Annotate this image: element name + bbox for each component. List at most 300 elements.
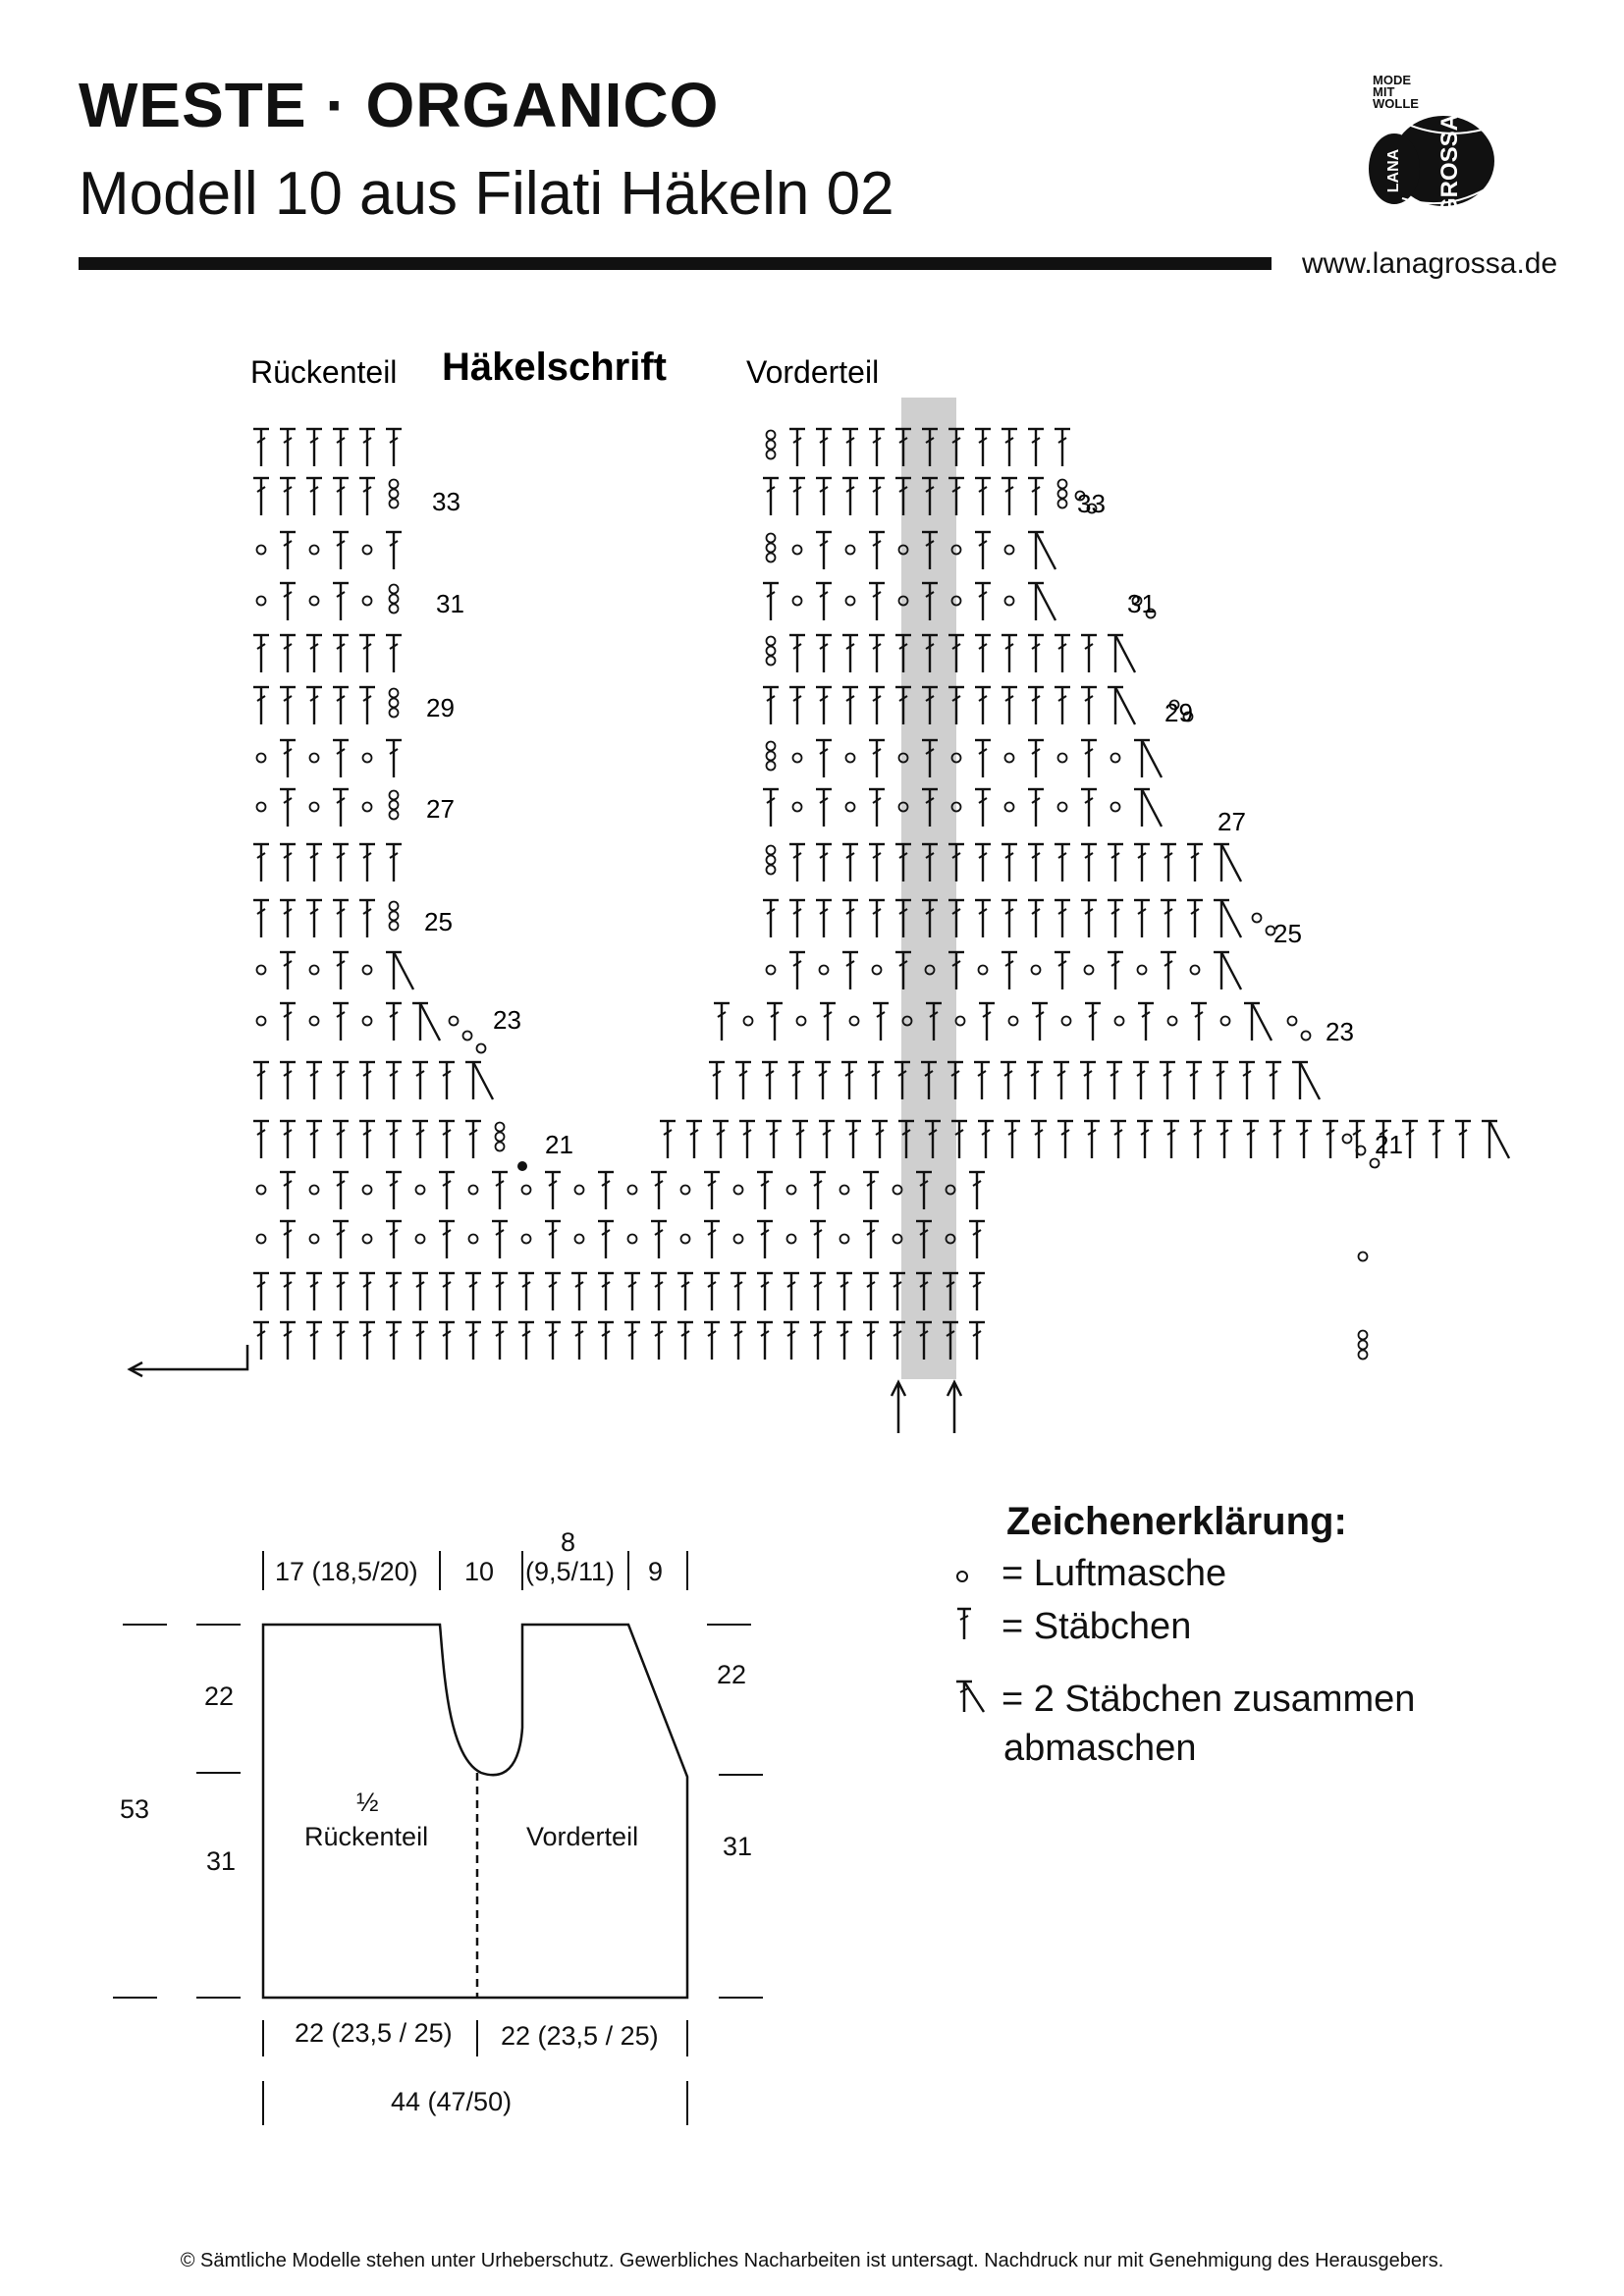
double-crochet-icon [439, 1221, 455, 1258]
double-crochet-icon [280, 1172, 296, 1209]
double-crochet-icon [1055, 844, 1070, 881]
double-crochet-icon [1055, 635, 1070, 672]
double-crochet-icon [333, 635, 349, 672]
double-crochet-icon [1085, 1003, 1101, 1041]
double-crochet-icon [969, 1322, 985, 1360]
chain-stitch-icon [363, 597, 372, 606]
chain-stitch-icon [767, 554, 776, 562]
dim-bottom-front: 22 (23,5 / 25) [501, 2021, 659, 2051]
label-back: Rückenteil [250, 354, 398, 390]
double-crochet-icon [253, 635, 269, 672]
double-crochet-icon [624, 1273, 640, 1310]
dc2tog-icon [1108, 687, 1135, 724]
double-crochet-icon [386, 532, 402, 569]
double-crochet-icon [412, 1062, 428, 1099]
double-crochet-icon [869, 583, 885, 620]
chain-stitch-icon [681, 1186, 690, 1195]
chain-stitch-icon [1221, 1017, 1230, 1026]
double-crochet-icon [869, 789, 885, 827]
double-crochet-icon [975, 583, 991, 620]
dc2tog-icon [1134, 740, 1162, 777]
double-crochet-icon [280, 1062, 296, 1099]
chain-stitch-icon [450, 1017, 459, 1026]
row-number-front: 29 [1164, 698, 1193, 727]
chain-stitch-icon [257, 1017, 266, 1026]
double-crochet-icon [1108, 844, 1123, 881]
dc2tog-icon [1214, 952, 1241, 989]
double-crochet-icon [763, 789, 779, 827]
dc2tog-icon [1214, 900, 1241, 937]
double-crochet-icon [386, 1273, 402, 1310]
chain-stitch-icon [767, 752, 776, 761]
chain-stitch-icon [257, 546, 266, 555]
chain-stitch-icon [257, 597, 266, 606]
chain-stitch-icon [522, 1186, 531, 1195]
double-crochet-icon [492, 1172, 508, 1209]
chain-stitch-icon [522, 1235, 531, 1244]
double-crochet-icon [306, 900, 322, 937]
double-crochet-icon [704, 1172, 720, 1209]
double-crochet-icon [306, 478, 322, 515]
double-crochet-icon [714, 1003, 730, 1041]
chain-stitch-icon [1343, 1135, 1352, 1144]
chain-stitch-icon [1009, 1017, 1018, 1026]
double-crochet-icon [571, 1273, 587, 1310]
double-crochet-icon [333, 687, 349, 724]
double-crochet-icon [306, 687, 322, 724]
direction-arrow-icon [133, 1345, 247, 1369]
double-crochet-icon [789, 952, 805, 989]
chain-stitch-icon [1085, 966, 1094, 975]
chain-stitch-icon [390, 595, 399, 604]
double-crochet-icon [624, 1322, 640, 1360]
chain-stitch-icon [390, 585, 399, 594]
chain-stitch-icon [390, 605, 399, 614]
chain-stitch-icon [1032, 966, 1041, 975]
double-crochet-icon [1323, 1121, 1338, 1158]
double-crochet-icon [842, 478, 858, 515]
double-crochet-icon [333, 1121, 349, 1158]
double-crochet-icon [1028, 478, 1044, 515]
dc2tog-icon [952, 1679, 1001, 1724]
double-crochet-icon [280, 635, 296, 672]
dim-right-upper: 22 [717, 1660, 747, 1689]
chain-stitch-icon [363, 803, 372, 812]
dc2tog-icon [1214, 844, 1241, 881]
double-crochet-icon [359, 687, 375, 724]
double-crochet-icon [762, 1062, 778, 1099]
double-crochet-icon [1108, 900, 1123, 937]
double-crochet-icon [333, 1062, 349, 1099]
double-crochet-icon [1187, 844, 1203, 881]
double-crochet-icon [280, 1322, 296, 1360]
chain-stitch-icon [363, 1235, 372, 1244]
chain-stitch-icon [628, 1235, 637, 1244]
chain-stitch-icon [850, 1017, 859, 1026]
double-crochet-icon [819, 1121, 835, 1158]
double-crochet-icon [869, 900, 885, 937]
row-number-front: 27 [1218, 807, 1246, 836]
chain-stitch-icon [1058, 490, 1067, 499]
double-crochet-icon [842, 687, 858, 724]
dc2tog-icon [1028, 532, 1056, 569]
double-crochet-icon [869, 635, 885, 672]
chain-stitch-icon [840, 1235, 849, 1244]
double-crochet-icon [545, 1172, 561, 1209]
chain-stitch-icon [257, 966, 266, 975]
double-crochet-icon [1164, 1121, 1179, 1158]
double-crochet-icon [757, 1221, 773, 1258]
double-crochet-icon [1161, 844, 1176, 881]
double-crochet-icon [872, 1121, 888, 1158]
chain-stitch-icon [310, 546, 319, 555]
chain-stitch-icon [767, 846, 776, 855]
chain-stitch-icon [846, 803, 855, 812]
logo-tagline-line: MODE [1373, 73, 1411, 87]
double-crochet-icon [1160, 1062, 1175, 1099]
chain-stitch-icon [1359, 1331, 1368, 1340]
dc2tog-icon [1292, 1062, 1320, 1099]
double-crochet-icon [1161, 952, 1176, 989]
double-crochet-icon [816, 844, 832, 881]
chain-stitch-icon [840, 1186, 849, 1195]
double-crochet-icon [545, 1322, 561, 1360]
double-crochet-icon [869, 740, 885, 777]
double-crochet-icon [869, 478, 885, 515]
chain-stitch-icon [390, 902, 399, 911]
double-crochet-icon [333, 532, 349, 569]
page-subtitle: Modell 10 aus Filati Häkeln 02 [79, 160, 894, 228]
double-crochet-icon [1270, 1121, 1285, 1158]
chain-stitch-icon [390, 689, 399, 698]
double-crochet-icon [651, 1322, 667, 1360]
double-crochet-icon [842, 900, 858, 937]
dc2tog-icon [1108, 635, 1135, 672]
chain-stitch-icon [469, 1186, 478, 1195]
chain-stitch-icon [793, 546, 802, 555]
dim-right-lower: 31 [723, 1832, 753, 1861]
double-crochet-icon [598, 1172, 614, 1209]
chain-stitch-icon [363, 1017, 372, 1026]
front-piece-label: Vorderteil [526, 1822, 639, 1851]
double-crochet-icon [1455, 1121, 1471, 1158]
chain-stitch-icon [734, 1186, 743, 1195]
chain-stitch-icon [767, 431, 776, 440]
double-crochet-icon [975, 789, 991, 827]
double-crochet-icon [704, 1221, 720, 1258]
chain-stitch-icon [575, 1186, 584, 1195]
double-crochet-icon [439, 1273, 455, 1310]
double-crochet-icon [1031, 1121, 1047, 1158]
double-crochet-icon [763, 900, 779, 937]
double-crochet-icon [253, 1062, 269, 1099]
double-crochet-icon [735, 1062, 751, 1099]
double-crochet-icon [1138, 1003, 1154, 1041]
row-number-front: 21 [1375, 1130, 1403, 1159]
double-crochet-icon [810, 1172, 826, 1209]
double-crochet-icon [952, 1606, 1001, 1651]
chain-stitch-icon [496, 1123, 505, 1132]
double-crochet-icon [651, 1273, 667, 1310]
double-crochet-icon [869, 429, 885, 466]
double-crochet-icon [359, 900, 375, 937]
chain-stitch-icon [310, 1017, 319, 1026]
double-crochet-icon [815, 1062, 831, 1099]
double-crochet-icon [333, 429, 349, 466]
chain-stitch-icon [1359, 1341, 1368, 1350]
double-crochet-icon [280, 740, 296, 777]
dim-left-total: 53 [120, 1794, 150, 1824]
double-crochet-icon [863, 1322, 879, 1360]
double-crochet-icon [412, 1273, 428, 1310]
double-crochet-icon [253, 687, 269, 724]
chain-stitch-icon [390, 811, 399, 820]
double-crochet-icon [1055, 687, 1070, 724]
chain-stitch-icon [496, 1143, 505, 1151]
double-crochet-icon [333, 952, 349, 989]
double-crochet-icon [763, 583, 779, 620]
double-crochet-icon [359, 635, 375, 672]
double-crochet-icon [842, 635, 858, 672]
back-fraction: ½ [356, 1788, 379, 1817]
double-crochet-icon [439, 1322, 455, 1360]
double-crochet-icon [253, 1121, 269, 1158]
double-crochet-icon [686, 1121, 702, 1158]
double-crochet-icon [704, 1273, 720, 1310]
chain-stitch-icon [681, 1235, 690, 1244]
double-crochet-icon [280, 429, 296, 466]
chain-stitch-icon [952, 1554, 1001, 1596]
double-crochet-icon [1057, 1121, 1073, 1158]
double-crochet-icon [253, 478, 269, 515]
double-crochet-icon [975, 740, 991, 777]
chain-stitch-icon [767, 441, 776, 450]
double-crochet-icon [820, 1003, 836, 1041]
double-crochet-icon [465, 1121, 481, 1158]
dim-left-lower: 31 [206, 1846, 237, 1876]
logo-tagline-line: WOLLE [1373, 96, 1419, 111]
double-crochet-icon [280, 789, 296, 827]
chain-stitch-icon [390, 801, 399, 810]
double-crochet-icon [492, 1273, 508, 1310]
row-number-back: 33 [432, 487, 460, 516]
chain-stitch-icon [767, 762, 776, 771]
double-crochet-icon [757, 1273, 773, 1310]
row-number-back: 29 [426, 693, 455, 722]
double-crochet-icon [306, 844, 322, 881]
double-crochet-icon [306, 1062, 322, 1099]
chain-stitch-icon [1359, 1253, 1368, 1261]
double-crochet-icon [869, 687, 885, 724]
slip-stitch-icon [517, 1161, 527, 1171]
double-crochet-icon [1134, 900, 1150, 937]
dim-total-width: 44 (47/50) [391, 2087, 513, 2116]
double-crochet-icon [1081, 844, 1097, 881]
chain-stitch-icon [873, 966, 882, 975]
legend-label: = Luftmasche [1001, 1553, 1227, 1594]
double-crochet-icon [306, 1273, 322, 1310]
double-crochet-icon [545, 1221, 561, 1258]
chain-stitch-icon [1058, 480, 1067, 489]
chain-stitch-icon [390, 490, 399, 499]
chain-stitch-icon [956, 1017, 965, 1026]
double-crochet-icon [810, 1322, 826, 1360]
double-crochet-icon [492, 1221, 508, 1258]
double-crochet-icon [280, 1121, 296, 1158]
chain-stitch-icon [363, 546, 372, 555]
double-crochet-icon [1080, 1062, 1096, 1099]
double-crochet-icon [518, 1273, 534, 1310]
legend-item-chain [952, 1553, 1226, 1596]
chain-stitch-icon [793, 803, 802, 812]
chain-stitch-icon [893, 1186, 902, 1195]
chain-stitch-icon [979, 966, 988, 975]
dim-front-neck-sizes: (9,5/11) [525, 1557, 616, 1586]
chain-stitch-icon [1253, 914, 1262, 923]
row-number-back: 31 [436, 589, 464, 618]
chain-stitch-icon [1111, 754, 1120, 763]
double-crochet-icon [439, 1172, 455, 1209]
double-crochet-icon [359, 1062, 375, 1099]
chain-stitch-icon [416, 1235, 425, 1244]
double-crochet-icon [975, 429, 991, 466]
double-crochet-icon [1054, 1062, 1069, 1099]
double-crochet-icon [598, 1322, 614, 1360]
double-crochet-icon [1001, 844, 1017, 881]
double-crochet-icon [280, 687, 296, 724]
double-crochet-icon [709, 1062, 725, 1099]
double-crochet-icon [1296, 1121, 1312, 1158]
chain-stitch-icon [793, 754, 802, 763]
chain-stitch-icon [1005, 546, 1014, 555]
double-crochet-icon [1190, 1121, 1206, 1158]
website-link[interactable]: www.lanagrossa.de [1302, 247, 1558, 280]
chain-stitch-icon [893, 1235, 902, 1244]
double-crochet-icon [333, 740, 349, 777]
double-crochet-icon [1213, 1062, 1228, 1099]
double-crochet-icon [766, 1121, 782, 1158]
double-crochet-icon [253, 1273, 269, 1310]
row-number-front: 31 [1127, 589, 1156, 618]
double-crochet-icon [1191, 1003, 1207, 1041]
double-crochet-icon [789, 687, 805, 724]
double-crochet-icon [1081, 900, 1097, 937]
double-crochet-icon [841, 1062, 857, 1099]
row-number-back: 23 [493, 1005, 521, 1035]
chain-stitch-icon [846, 754, 855, 763]
double-crochet-icon [969, 1221, 985, 1258]
double-crochet-icon [1133, 1062, 1149, 1099]
double-crochet-icon [757, 1322, 773, 1360]
row-number-back: 27 [426, 794, 455, 824]
chain-stitch-icon [1359, 1351, 1368, 1360]
double-crochet-icon [792, 1121, 808, 1158]
double-crochet-icon [816, 900, 832, 937]
row-number-back: 21 [545, 1130, 573, 1159]
double-crochet-icon [598, 1273, 614, 1310]
double-crochet-icon [412, 1121, 428, 1158]
double-crochet-icon [677, 1322, 693, 1360]
double-crochet-icon [1081, 740, 1097, 777]
double-crochet-icon [1081, 789, 1097, 827]
chain-stitch-icon [1005, 597, 1014, 606]
double-crochet-icon [816, 429, 832, 466]
dimension-lines [113, 1551, 763, 2125]
double-crochet-icon [1001, 900, 1017, 937]
double-crochet-icon [1110, 1121, 1126, 1158]
double-crochet-icon [1187, 900, 1203, 937]
double-crochet-icon [788, 1062, 804, 1099]
double-crochet-icon [280, 583, 296, 620]
double-crochet-icon [842, 844, 858, 881]
double-crochet-icon [386, 844, 402, 881]
double-crochet-icon [333, 900, 349, 937]
double-crochet-icon [975, 635, 991, 672]
double-crochet-icon [863, 1273, 879, 1310]
double-crochet-icon [1084, 1121, 1100, 1158]
chain-stitch-icon [767, 647, 776, 656]
chain-stitch-icon [767, 544, 776, 553]
double-crochet-icon [306, 635, 322, 672]
chain-stitch-icon [767, 637, 776, 646]
double-crochet-icon [816, 583, 832, 620]
double-crochet-icon [677, 1273, 693, 1310]
double-crochet-icon [253, 1322, 269, 1360]
double-crochet-icon [1001, 687, 1017, 724]
double-crochet-icon [280, 1273, 296, 1310]
double-crochet-icon [974, 1062, 990, 1099]
legend-item-dc2tog [952, 1679, 1415, 1724]
double-crochet-icon [1134, 844, 1150, 881]
double-crochet-icon [660, 1121, 676, 1158]
double-crochet-icon [863, 1172, 879, 1209]
double-crochet-icon [280, 844, 296, 881]
chain-stitch-icon [767, 966, 776, 975]
chain-stitch-icon [1058, 803, 1067, 812]
double-crochet-icon [1032, 1003, 1048, 1041]
dim-neck: 10 [464, 1557, 495, 1586]
double-crochet-icon [306, 1322, 322, 1360]
double-crochet-icon [1239, 1062, 1255, 1099]
chain-stitch-icon [257, 803, 266, 812]
double-crochet-icon [306, 429, 322, 466]
double-crochet-icon [1429, 1121, 1444, 1158]
label-front: Vorderteil [746, 354, 880, 390]
page-title: WESTE · ORGANICO [79, 70, 720, 140]
chain-stitch-icon [496, 1133, 505, 1142]
chain-stitch-icon [310, 597, 319, 606]
double-crochet-icon [789, 635, 805, 672]
double-crochet-icon [816, 740, 832, 777]
dim-back-top: 17 (18,5/20) [275, 1557, 418, 1586]
legend-label-cont: abmaschen [1003, 1728, 1197, 1769]
double-crochet-icon [731, 1322, 746, 1360]
chain-stitch-icon [1371, 1159, 1380, 1168]
chain-stitch-icon [767, 534, 776, 543]
double-crochet-icon [465, 1322, 481, 1360]
double-crochet-icon [816, 478, 832, 515]
double-crochet-icon [1137, 1121, 1153, 1158]
double-crochet-icon [816, 789, 832, 827]
chain-stitch-icon [767, 451, 776, 459]
double-crochet-icon [845, 1121, 861, 1158]
double-crochet-icon [651, 1172, 667, 1209]
double-crochet-icon [1402, 1121, 1418, 1158]
double-crochet-icon [386, 635, 402, 672]
dim-bottom-back: 22 (23,5 / 25) [295, 2018, 453, 2048]
chain-stitch-icon [628, 1186, 637, 1195]
double-crochet-icon [1161, 900, 1176, 937]
